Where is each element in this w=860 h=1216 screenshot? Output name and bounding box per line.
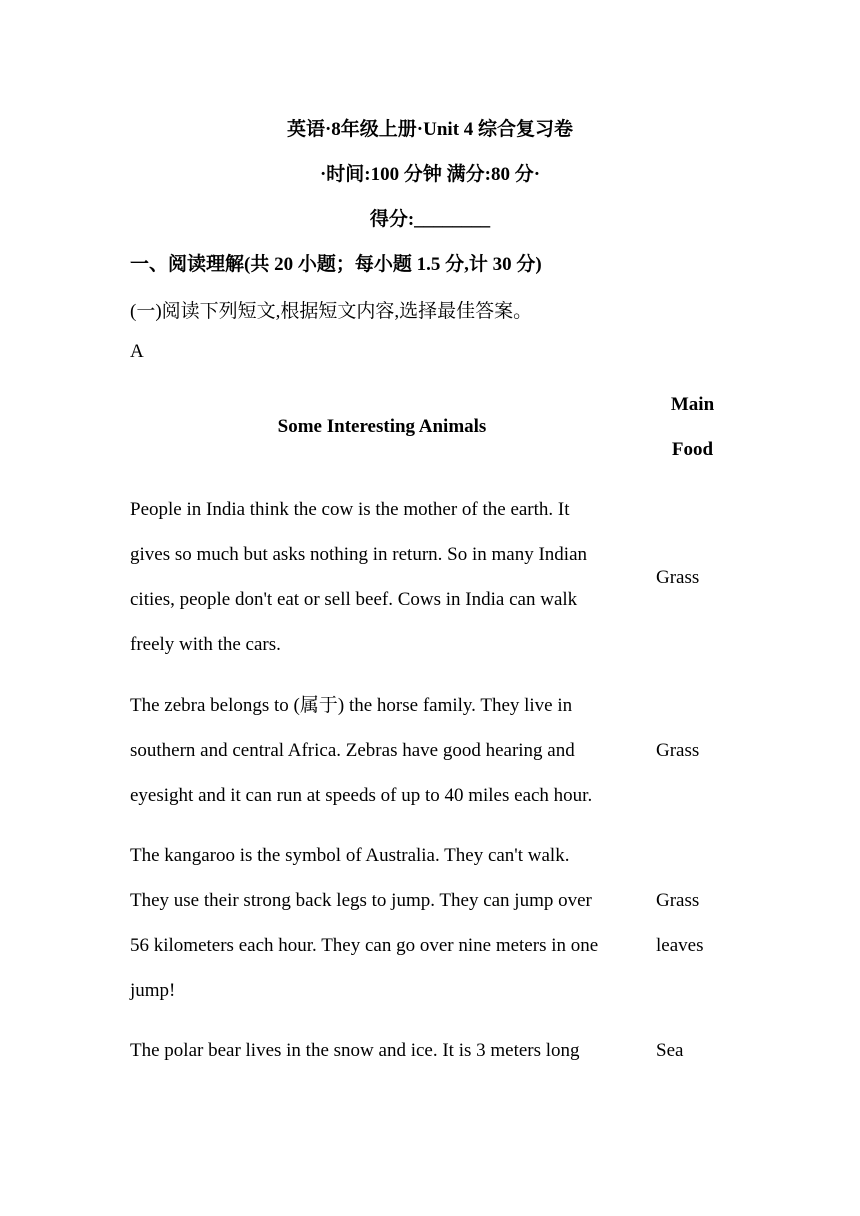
- row-line: The zebra belongs to (属于) the horse family. They live in: [130, 695, 573, 716]
- table-row-food: [656, 555, 699, 600]
- table-row-text: [130, 487, 640, 667]
- exam-time-info: ·时间:100 分钟 满分:80 分·: [319, 164, 541, 185]
- row-line: gives so much but asks nothing in return. So in many Indian: [130, 544, 588, 565]
- row-line: The kangaroo is the symbol of Australia. They can't walk.: [130, 845, 570, 866]
- table-row-text: [130, 1028, 640, 1073]
- table-row-food: [656, 1028, 683, 1073]
- table-row-text: [130, 833, 640, 1013]
- score-line: 得分:________: [369, 209, 491, 230]
- row-line: The polar bear lives in the snow and ice. It is 3 meters long: [130, 1040, 580, 1061]
- food-item: Grass: [656, 567, 700, 588]
- row-line: eyesight and it can run at speeds of up to 40 miles each hour.: [130, 785, 593, 806]
- row-line: They use their strong back legs to jump. They can jump over: [130, 890, 592, 911]
- part-label: A: [130, 341, 144, 362]
- table-row-food: [656, 878, 703, 968]
- page-title: 英语·8年级上册·Unit 4 综合复习卷: [286, 119, 574, 140]
- table-row-food: [656, 728, 699, 773]
- table-title: Some Interesting Animals: [277, 416, 487, 437]
- row-line: freely with the cars.: [130, 634, 281, 655]
- section-instruction: (一)阅读下列短文,根据短文内容,选择最佳答案。: [130, 301, 533, 322]
- food-item: leaves: [656, 935, 704, 956]
- row-line: jump!: [130, 980, 176, 1001]
- column-head-food: Food: [671, 439, 714, 460]
- table-row-text: [130, 683, 640, 818]
- column-head-main: Main: [670, 394, 715, 415]
- food-item: Grass: [656, 890, 700, 911]
- row-line: southern and central Africa. Zebras have good hearing and: [130, 740, 575, 761]
- row-line: cities, people don't eat or sell beef. Cows in India can walk: [130, 589, 578, 610]
- section-heading: 一、阅读理解(共 20 小题；每小题 1.5 分,计 30 分): [130, 254, 542, 275]
- row-line: People in India think the cow is the mother of the earth. It: [130, 499, 570, 520]
- food-item: Sea: [656, 1040, 684, 1061]
- row-line: 56 kilometers each hour. They can go over nine meters in one: [130, 935, 599, 956]
- food-item: Grass: [656, 740, 700, 761]
